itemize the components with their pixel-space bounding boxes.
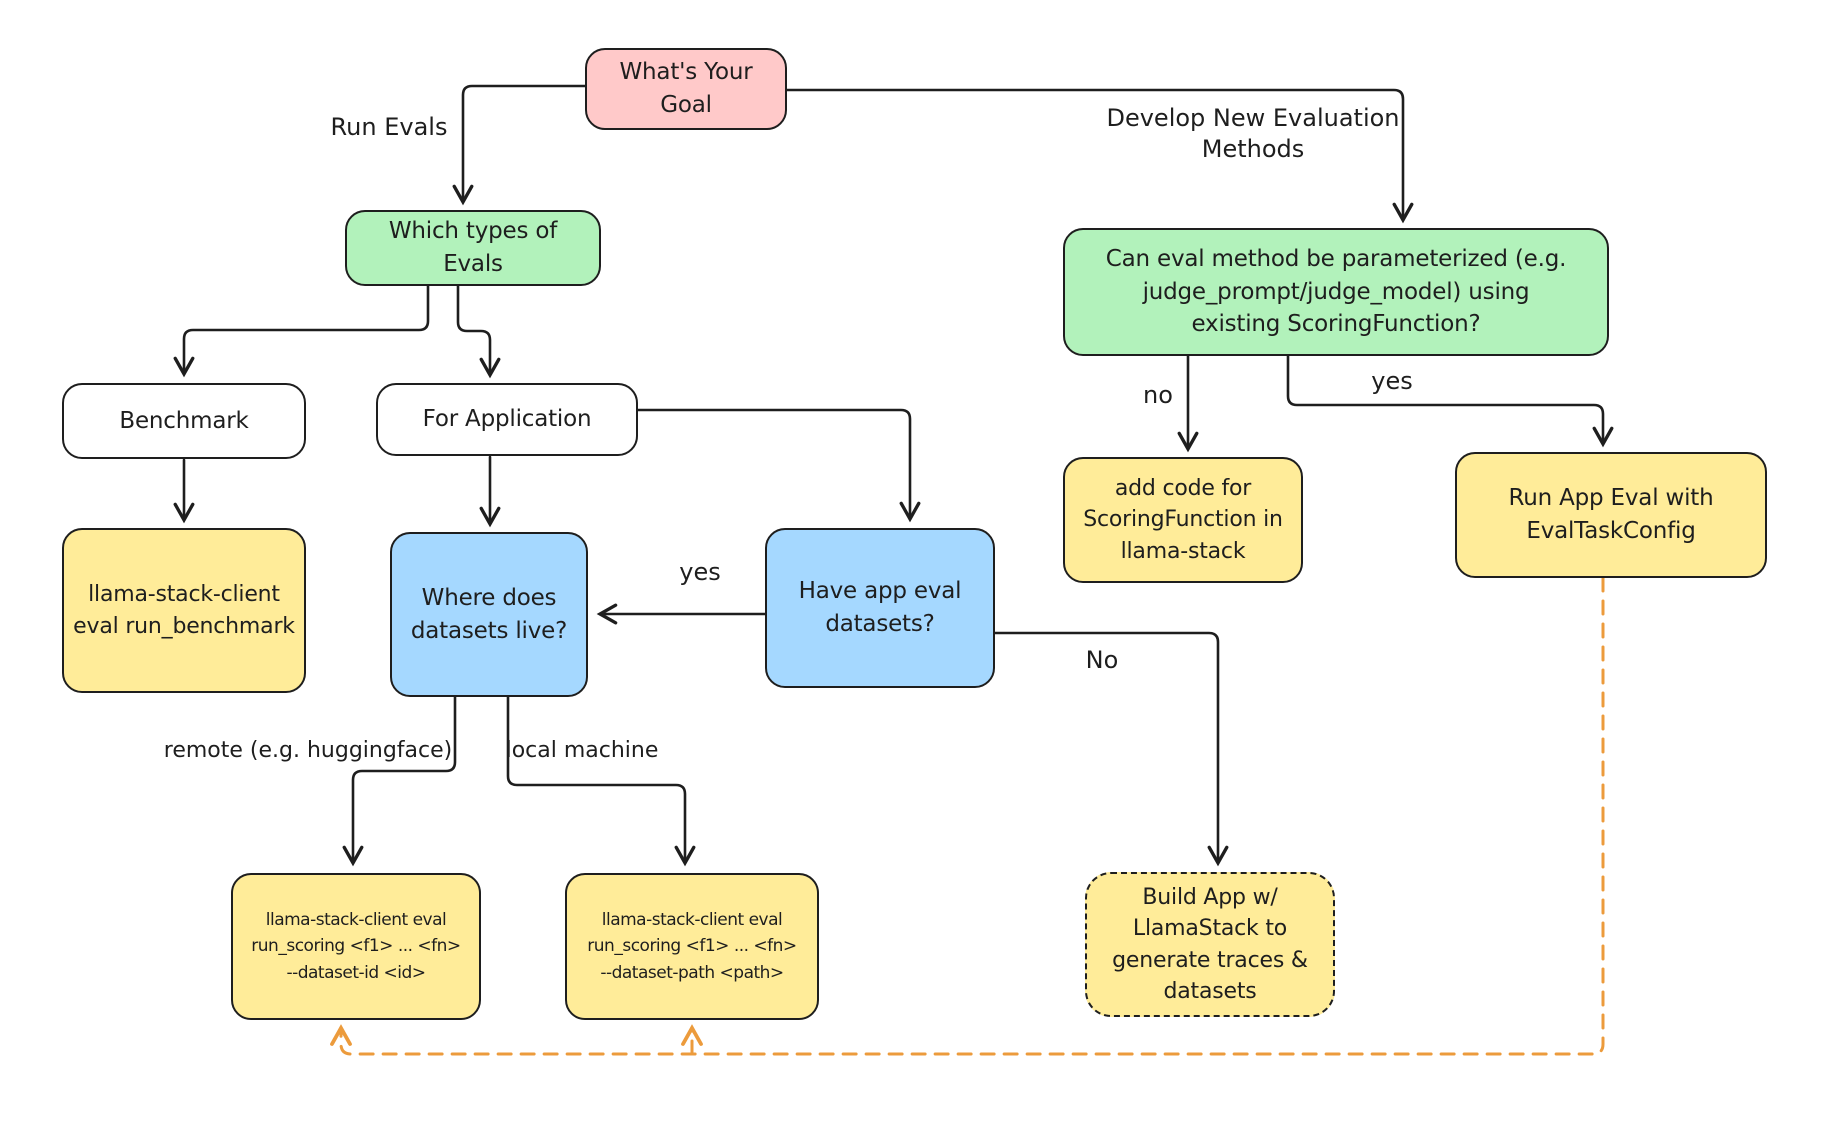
node-text-line: For Application xyxy=(422,406,592,433)
arrow-goal-to-which-types xyxy=(463,86,585,201)
edge-label-run-evals: Run Evals xyxy=(330,113,448,141)
edge-label-no-right: no xyxy=(1143,381,1173,409)
node-text-line: What's Your xyxy=(619,59,753,86)
edge-label-line: Develop New Evaluation xyxy=(1106,104,1400,132)
arrow-where-datasets-to-run-scoring-path xyxy=(505,697,685,862)
node-add-code-for-scoringfunction xyxy=(1063,457,1303,583)
node-text-line: existing ScoringFunction? xyxy=(1191,311,1481,338)
arrow-where-datasets-to-run-scoring-id xyxy=(353,697,455,862)
node-for-application xyxy=(376,383,638,456)
node-text-line: Which types of xyxy=(388,218,558,245)
arrow-which-types-to-for-application xyxy=(458,286,490,374)
node-text-line: ScoringFunction in xyxy=(1083,507,1283,533)
node-build-app-with-llamastack xyxy=(1085,872,1335,1017)
node-text-line: Build App w/ xyxy=(1142,885,1278,911)
node-have-app-eval-datasets xyxy=(765,528,995,688)
node-text-line: Have app eval xyxy=(798,578,962,605)
node-text-line: Where does xyxy=(421,584,557,611)
node-text-line: llama-stack-client eval xyxy=(265,909,447,930)
edge-label-yes-mid: yes xyxy=(679,558,721,586)
node-text-line: datasets live? xyxy=(410,617,568,644)
node-text-line: --dataset-id <id> xyxy=(286,962,426,983)
node-whats-your-goal xyxy=(585,48,787,130)
arrow-which-types-to-benchmark xyxy=(184,286,428,373)
node-text-line: judge_prompt/judge_model) using xyxy=(1142,278,1530,305)
node-text-line: llama-stack-client eval xyxy=(601,909,783,930)
node-text-line: Evals xyxy=(443,251,503,277)
node-text-line: run_scoring <f1> ... <fn> xyxy=(587,936,797,957)
node-can-eval-method-be-parameterized xyxy=(1063,228,1609,356)
node-text-line: eval run_benchmark xyxy=(73,613,295,639)
node-text-line: Can eval method be parameterized (e.g. xyxy=(1105,246,1567,273)
node-text-line: --dataset-path <path> xyxy=(600,962,784,983)
edge-label-no-mid: No xyxy=(1085,646,1119,674)
arrow-for-application-to-have-datasets xyxy=(638,410,910,518)
node-text-line: run_scoring <f1> ... <fn> xyxy=(251,936,461,957)
edge-label-remote-huggingface: remote (e.g. huggingface) xyxy=(163,738,453,763)
node-text-line: llama-stack xyxy=(1120,538,1246,564)
node-where-does-datasets-live xyxy=(390,532,588,697)
arrow-can-parameterized-to-run-app-eval xyxy=(1288,356,1603,443)
edge-label-yes-right: yes xyxy=(1371,367,1413,395)
edge-label-line: Methods xyxy=(1201,135,1305,164)
node-text-line: llama-stack-client xyxy=(88,582,280,608)
node-which-types-of-evals xyxy=(345,210,601,286)
node-text-line: EvalTaskConfig xyxy=(1526,518,1696,544)
node-text-line: datasets xyxy=(1163,978,1257,1004)
node-run-benchmark-command xyxy=(62,528,306,693)
node-run-app-eval-with-evaltaskconfig xyxy=(1455,452,1767,578)
edge-label-develop-new-evaluation-methods xyxy=(1106,103,1399,165)
node-benchmark xyxy=(62,383,306,459)
node-text-line: generate traces & xyxy=(1112,947,1308,973)
node-text-line: Run App Eval with xyxy=(1508,485,1714,512)
node-text-line: add code for xyxy=(1114,476,1252,502)
node-text-line: Benchmark xyxy=(119,407,249,434)
edge-label-local-machine: local machine xyxy=(505,738,659,763)
node-run-scoring-dataset-path xyxy=(565,873,819,1020)
node-text-line: datasets? xyxy=(825,611,935,637)
node-run-scoring-dataset-id xyxy=(231,873,481,1020)
node-text-line: Goal xyxy=(660,92,712,118)
node-text-line: LlamaStack to xyxy=(1132,916,1288,942)
